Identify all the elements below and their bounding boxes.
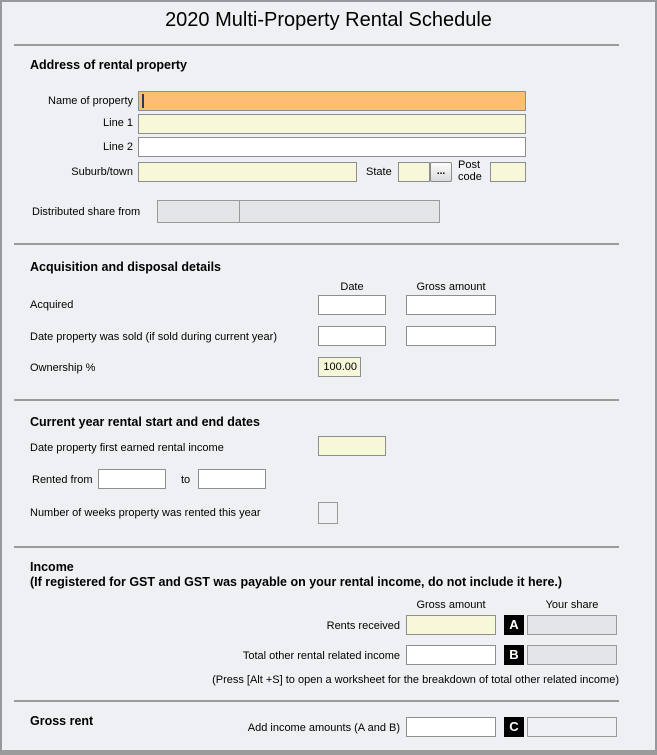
weeks-rented-label: Number of weeks property was rented this year bbox=[30, 507, 261, 519]
section-heading-gross-rent: Gross rent bbox=[30, 714, 94, 728]
rented-to-label: to bbox=[181, 474, 191, 486]
ownership-percent-input[interactable] bbox=[318, 357, 361, 377]
state-browse-button[interactable]: ... bbox=[430, 162, 452, 182]
other-income-share-field bbox=[527, 645, 617, 665]
add-income-label: Add income amounts (A and B) bbox=[247, 722, 400, 734]
rents-received-input[interactable] bbox=[406, 615, 496, 635]
income-your-share-header: Your share bbox=[545, 599, 599, 611]
section-heading-acquisition: Acquisition and disposal details bbox=[30, 260, 222, 274]
section-heading-address: Address of rental property bbox=[30, 58, 187, 72]
page-title: 2020 Multi-Property Rental Schedule bbox=[165, 9, 492, 31]
sold-gross-amount-input[interactable] bbox=[406, 326, 496, 346]
acquired-date-input[interactable] bbox=[318, 295, 386, 315]
ownership-label: Ownership % bbox=[30, 362, 96, 374]
alt-s-note: (Press [Alt +S] to open a worksheet for the breakdown of total other related income) bbox=[212, 674, 619, 686]
first-earned-label: Date property first earned rental income bbox=[30, 442, 224, 454]
rented-from-date-input[interactable] bbox=[98, 469, 166, 489]
suburb-town-label: Suburb/town bbox=[71, 166, 133, 178]
address-line2-input[interactable] bbox=[138, 137, 526, 157]
first-earned-date-input[interactable] bbox=[318, 436, 386, 456]
address-line1-label: Line 1 bbox=[103, 117, 133, 129]
income-gross-amount-header: Gross amount bbox=[416, 599, 486, 611]
date-column-header: Date bbox=[340, 281, 364, 293]
sold-date-label: Date property was sold (if sold during current year) bbox=[30, 331, 277, 343]
rents-received-label: Rents received bbox=[326, 620, 400, 632]
gross-rent-amount-field bbox=[406, 717, 496, 737]
gross-amount-column-header: Gross amount bbox=[416, 281, 486, 293]
distributed-share-label: Distributed share from bbox=[32, 206, 141, 218]
name-of-property-label: Name of property bbox=[48, 95, 133, 107]
postcode-label: Post code bbox=[458, 159, 482, 183]
name-of-property-input[interactable] bbox=[138, 91, 526, 111]
weeks-rented-field bbox=[318, 502, 338, 524]
text-caret bbox=[142, 94, 144, 108]
tag-b: B bbox=[504, 645, 524, 665]
sold-date-input[interactable] bbox=[318, 326, 386, 346]
rented-from-label: Rented from bbox=[32, 474, 93, 486]
divider bbox=[14, 700, 619, 702]
divider bbox=[14, 44, 619, 46]
section-heading-rental-dates: Current year rental start and end dates bbox=[30, 415, 260, 429]
postcode-input[interactable] bbox=[490, 162, 526, 182]
rents-received-share-field bbox=[527, 615, 617, 635]
suburb-town-input[interactable] bbox=[138, 162, 357, 182]
acquired-label: Acquired bbox=[30, 299, 74, 311]
distributed-share-name-field bbox=[239, 200, 440, 223]
income-gst-note: (If registered for GST and GST was payable on your rental income, do not include it here.) bbox=[30, 575, 563, 589]
section-heading-income: Income bbox=[30, 560, 74, 574]
other-income-label: Total other rental related income bbox=[242, 650, 400, 662]
distributed-share-code-field bbox=[157, 200, 240, 223]
address-line2-label: Line 2 bbox=[103, 141, 133, 153]
divider bbox=[14, 399, 619, 401]
state-label: State bbox=[366, 166, 392, 178]
other-income-input[interactable] bbox=[406, 645, 496, 665]
tag-c: C bbox=[504, 717, 524, 737]
acquired-gross-amount-input[interactable] bbox=[406, 295, 496, 315]
tag-a: A bbox=[504, 615, 524, 635]
divider bbox=[14, 546, 619, 548]
address-line1-input[interactable] bbox=[138, 114, 526, 134]
divider bbox=[14, 243, 619, 245]
state-input[interactable] bbox=[398, 162, 430, 182]
gross-rent-share-field bbox=[527, 717, 617, 737]
rented-to-date-input[interactable] bbox=[198, 469, 266, 489]
